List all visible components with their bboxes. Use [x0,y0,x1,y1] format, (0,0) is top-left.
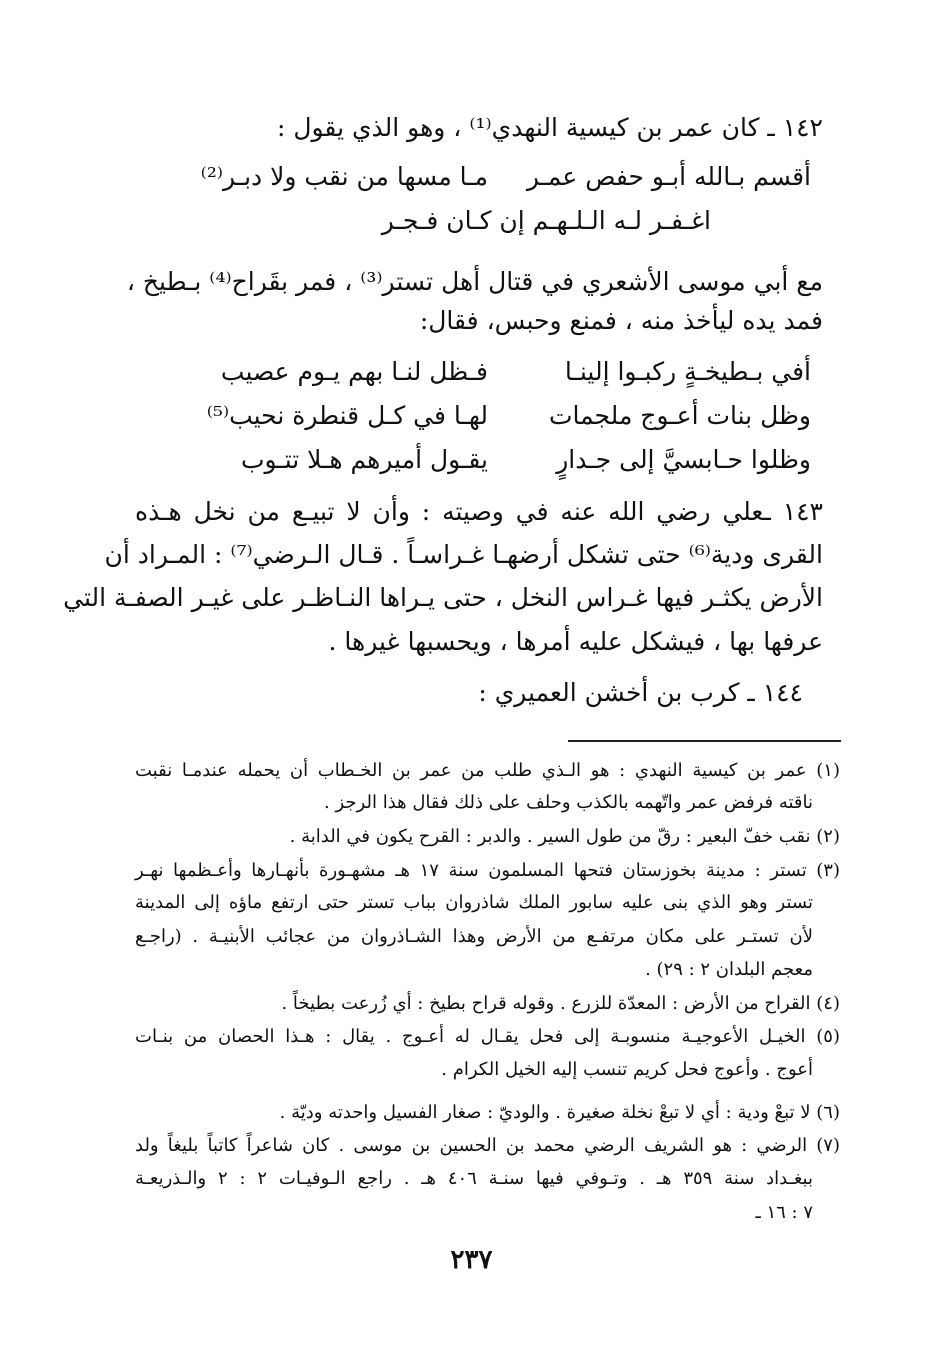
poem-verse-1-right: أفي بـطيخـةٍ ركبـوا إلينـا [564,357,811,386]
footnote-3-line-4: معجم البلدان ٢ : ٢٩) . [645,959,813,980]
entry-143-line-3: الأرض يكثـر فيها غـراس النخل ، حتى يـراها النـاظـر على غيـر الصفـة التي [63,583,823,612]
footnote-5-line-1: (٥) الخيـل الأعوجيـة منسوبـة إلى فحل يقـال له أعـوج . يقال : هـذا الحصان من بنـات [135,1026,840,1047]
entry-144-intro: ١٤٤ ـ كرب بن أخشن العميري : [478,678,803,707]
footnote-6-line-1: (٦) لا تبعْ ودية : أي لا تبعْ نخلة صغيرة . والوديّ : صغار الفسيل واحدته وديّة . [279,1102,840,1123]
poem-verse-2-left: لهـا في كـل قنطرة نحيب⁽⁵⁾ [206,401,488,430]
footnote-4-line-1: (٤) القراح من الأرض : المعدّة للزرع . وقوله قراح بطيخ : أي زُرعت بطيخاً . [281,993,840,1014]
page-number: ٢٣٧ [450,1245,493,1275]
poem-verse-1-left: فـظل لنـا بهم يـوم عصيب [220,357,488,386]
poem-verse-2-right: وظل بنات أعـوج ملجمات [548,401,811,430]
footnote-1-line-1: (١) عمر بن كيسية النهدي : هو الـذي طلب من عمر بن الخـطاب أن يحمله عندمـا نقبت [135,760,840,781]
footnote-7-line-1: (٧) الرضي : هو الشريف الرضي محمد بن الحسين بن موسى . كان شاعراً كاتباً بليغاً ولد [135,1135,840,1156]
footnote-2-line-1: (٢) نقب خفّ البعير : رقّ من طول السير . والدبر : القرح يكون في الدابة . [289,826,840,847]
entry-143-line-2: القرى ودية⁽⁶⁾ حتى تشكل أرضهـا غـراسـاً . قـال الـرضي⁽⁷⁾ : المـراد أن [104,540,823,569]
footnote-3-line-1: (٣) تستر : مدينة بخوزستان فتحها المسلمون سنة ١٧ هـ مشهـورة بأنهـارها وأعـظمها نهـر [135,860,840,881]
footnote-separator [568,740,841,742]
entry-142-prose-line-1: مع أبي موسى الأشعري في قتال أهل تستر⁽³⁾ ، فمر بقَراح⁽⁴⁾ بـطيخ ، [126,267,823,296]
footnote-3-line-2: تستر وهو الذي بنى عليه سابور الملك شاذروان بباب تستر حتى ارتفع ماؤه إلى المدينة [135,892,813,913]
entry-142-prose-line-2: فمد يده ليأخذ منه ، فمنع وحبس، فقال: [419,306,823,335]
entry-143-line-1: ١٤٣ ـعلي رضي الله عنه في وصيته : وأن لا تبيـع من نخل هـذه [135,497,823,526]
verse-1-left-hemistich: مـا مسها من نقب ولا دبـر⁽²⁾ [200,162,488,191]
footnote-1-line-2: ناقته فرفض عمر واتّهمه بالكذب وحلف على ذلك فقال هذا الرجز . [324,792,813,813]
footnote-5-line-2: أعوج . وأعوج فحل كريم تنسب إليه الخيل الكرام . [441,1059,813,1080]
poem-verse-3-right: وظلوا حـابسيَّ إلى جـدارٍ [556,445,811,474]
verse-1-right-hemistich: أقسم بـالله أبـو حفص عمـر [526,162,811,191]
footnote-7-line-2: ببغـداد سنة ٣٥٩ هـ . وتـوفي فيها سنـة ٤٠٦ هـ . راجع الـوفيـات ٢ : ٢ والـذريعـة [135,1168,813,1189]
poem-verse-3-left: يقـول أميرهم هـلا تتـوب [240,445,488,474]
entry-143-line-4: عرفها بها ، فيشكل عليه أمرها ، ويحسبها غيرها . [328,627,823,656]
verse-2-line: اغـفـر لـه الـلـهـم إن كـان فـجـر [381,206,711,235]
footnote-7-line-3: ٧ : ١٦ ـ [755,1202,813,1223]
footnote-3-line-3: لأن تستـر على مكان مرتفـع من الأرض وهذا الشـاذروان من عجائب الأبنيـة . (راجـع [135,926,813,947]
entry-142-intro: ١٤٢ ـ كان عمر بن كيسية النهدي⁽¹⁾ ، وهو الذي يقول : [276,113,823,142]
